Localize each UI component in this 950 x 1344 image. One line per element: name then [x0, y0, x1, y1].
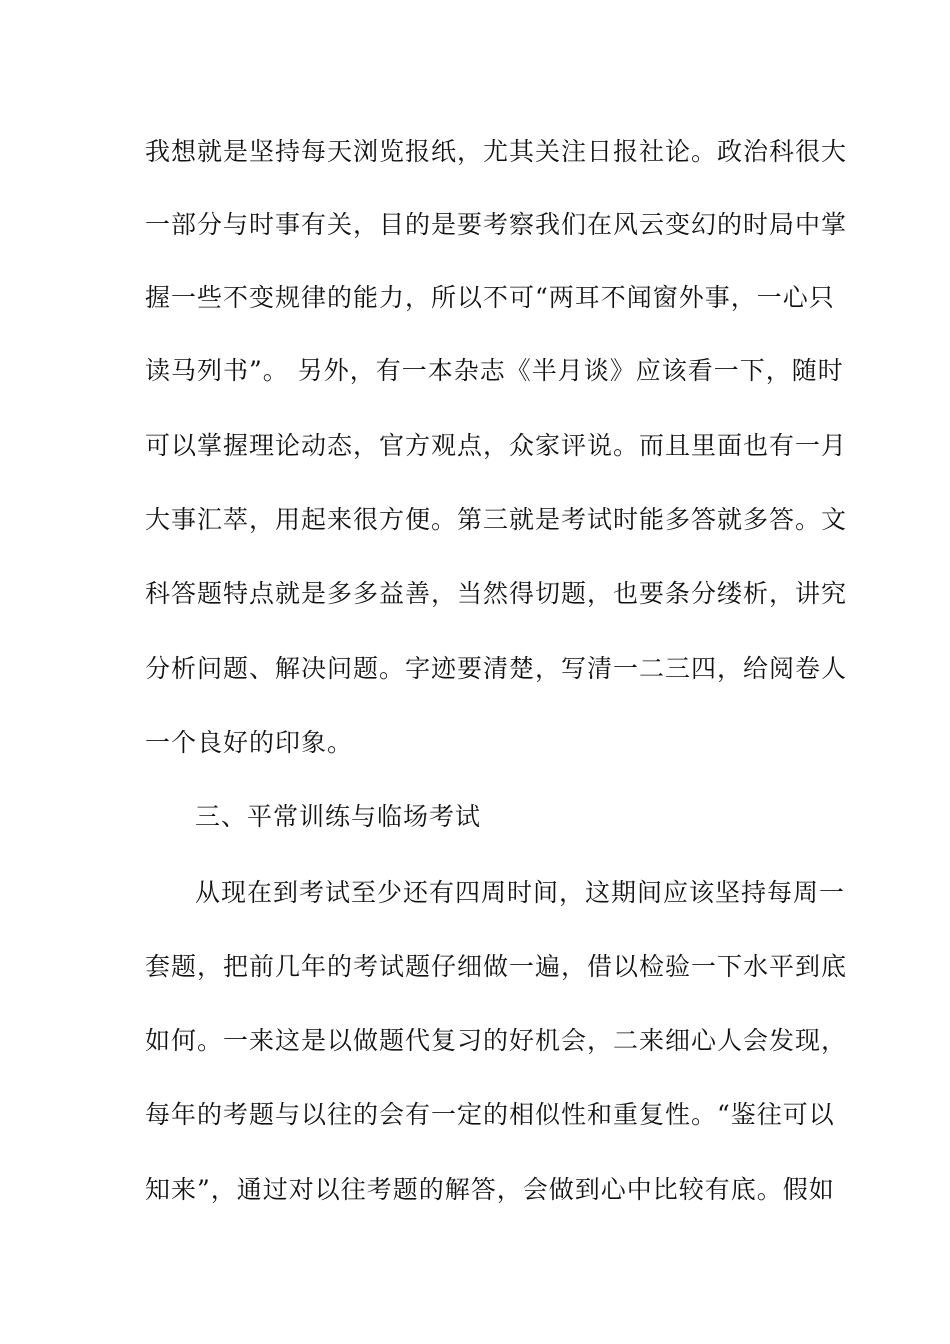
- text-line: 一个良好的印象。: [145, 728, 354, 757]
- text-line: 可以掌握理论动态，官方观点，众家评说。而且里面也有一月: [145, 431, 848, 460]
- text-line: 科答题特点就是多多益善，当然得切题，也要条分缕析，讲究: [145, 579, 848, 608]
- text-line: 每年的考题与以往的会有一定的相似性和重复性。“鉴往可以: [145, 1100, 835, 1129]
- text-line: 一部分与时事有关，目的是要考察我们在风云变幻的时局中掌: [145, 210, 848, 239]
- text-line: 知来”，通过对以往考题的解答，会做到心中比较有底。假如: [145, 1175, 835, 1204]
- text-line: 套题，把前几年的考试题仔细做一遍，借以检验一下水平到底: [145, 952, 848, 981]
- text-line: 我想就是坚持每天浏览报纸，尤其关注日报社论。政治科很大: [145, 137, 848, 166]
- text-line: 如何。一来这是以做题代复习的好机会，二来细心人会发现，: [145, 1026, 848, 1055]
- text-line: 读马列书”。 另外，有一本杂志《半月谈》应该看一下，随时: [145, 356, 844, 385]
- text-line: 分析问题、解决问题。字迹要清楚，写清一二三四，给阅卷人: [145, 654, 848, 683]
- text-line: 握一些不变规律的能力，所以不可“两耳不闻窗外事，一心只: [145, 283, 835, 312]
- text-line: 大事汇萃，用起来很方便。第三就是考试时能多答就多答。文: [145, 505, 848, 534]
- text-line: 从现在到考试至少还有四周时间，这期间应该坚持每周一: [195, 878, 846, 907]
- section-heading: 三、平常训练与临场考试: [195, 802, 482, 831]
